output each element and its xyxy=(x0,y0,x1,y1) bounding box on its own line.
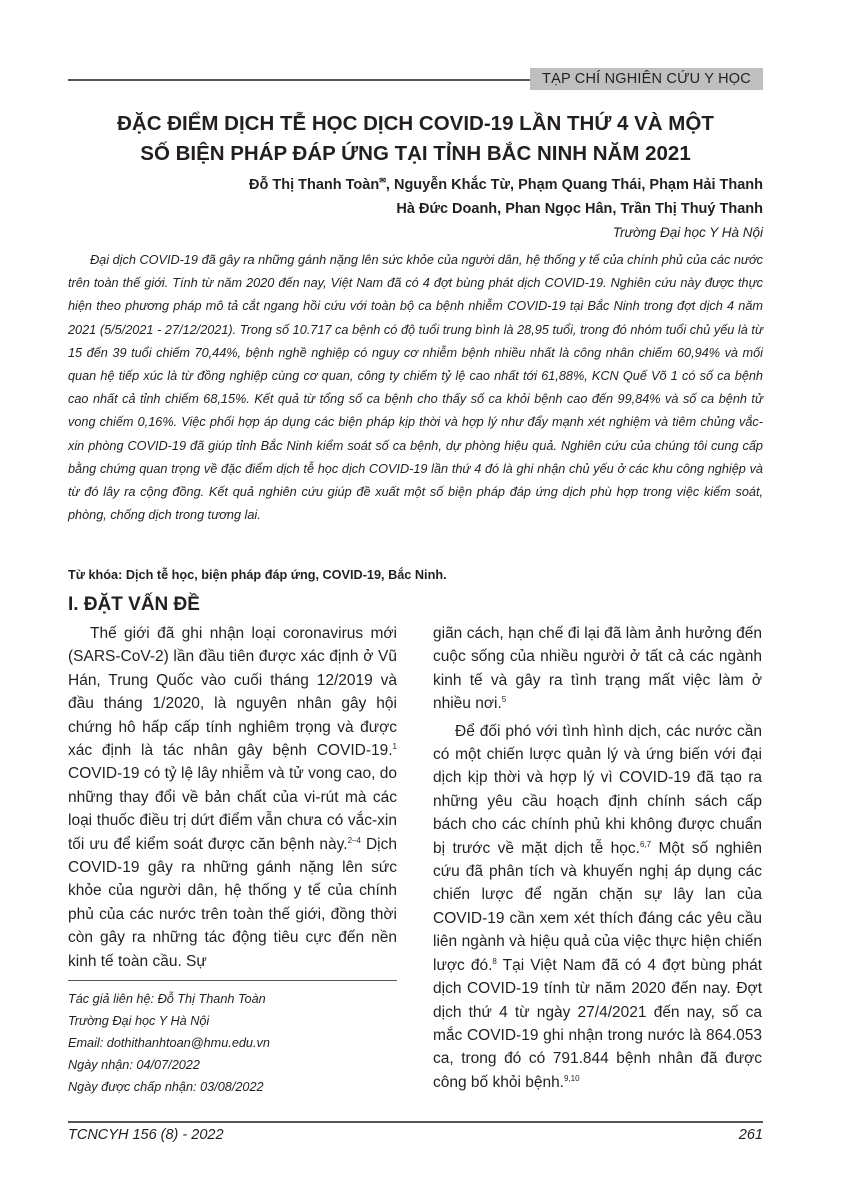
citation-ref: 1 xyxy=(392,741,397,751)
footnote-institution: Trường Đại học Y Hà Nội xyxy=(68,1014,210,1028)
citation-ref: 5 xyxy=(501,695,507,705)
paragraph-strategy xyxy=(433,720,762,1095)
footnote-rule xyxy=(68,980,397,981)
footnote-received: Ngày nhận: 04/07/2022 xyxy=(68,1058,200,1072)
keywords: Từ khóa: Dịch tễ học, biện pháp đáp ứng, COVID-19, Bắc Ninh. xyxy=(68,568,447,582)
section-heading: I. ĐẶT VẤN ĐỀ xyxy=(68,594,200,615)
body-column-right xyxy=(433,622,762,1094)
footnote-email[interactable]: Email: dothithanhtoan@hmu.edu.vn xyxy=(68,1036,270,1050)
journal-issue: TCNCYH 156 (8) - 2022 xyxy=(68,1127,224,1143)
footnote-accepted: Ngày được chấp nhận: 03/08/2022 xyxy=(68,1080,264,1094)
footnote-contact: Tác giả liên hệ: Đỗ Thị Thanh Toàn xyxy=(68,992,266,1006)
footer-rule xyxy=(68,1121,763,1123)
paragraph-intro xyxy=(68,622,397,973)
text-run: COVID-19 có tỷ lệ lây nhiễm và tử vong cao, do những thay đổi về bản chất của vi-rút mà các loại thuốc điều trị dứt điểm vẫn chưa có vắc-xin tối ưu để kiểm soát được căn bệnh này. xyxy=(68,765,397,853)
body-column-left xyxy=(68,622,397,973)
author-list xyxy=(163,173,763,221)
text-run: Để đối phó với tình hình dịch, các nước cần có một chiến lược quản lý và ứng biến với đại dịch kịp thời và hợp lý vì COVID-19 đã tạo ra những yêu cầu hoạch định chính sách cấp bách cho các chính phủ khi không được chuẩn bị trước về mặt dịch tễ học. xyxy=(433,722,762,857)
citation-ref: 6,7 xyxy=(639,839,652,849)
text-run: giãn cách, hạn chế đi lại đã làm ảnh hưởng đến cuộc sống của nhiều người ở tất cả các ngành kinh tế và gây ra tình trạng mất việc làm ở nhiều nơi. xyxy=(433,625,762,713)
text-run: Tại Việt Nam đã có 4 đợt bùng phát dịch COVID-19 tính từ năm 2020 đến nay. Đợt dịch thứ 4 từ ngày 27/4/2021 đến nay, số ca mắc COVID-19 ghi nhận trong nước là 864.053 ca, trong đó có 791.844 bệnh nhân đã được công bố khỏi bệnh. xyxy=(433,956,762,1091)
citation-ref: 9,10 xyxy=(564,1073,580,1083)
text-run: Thế giới đã ghi nhận loại coronavirus mới (SARS-CoV-2) lần đầu tiên được xác định ở Vũ Hán, Trung Quốc vào cuối tháng 12/2019 và đầu tháng 1/2020, là nguyên nhân gây hội chứng hô hấp cấp tính nghiêm trọng và được xác định là tác nhân gây bệnh COVID-19. xyxy=(68,625,397,760)
footnotes xyxy=(68,988,397,1098)
text-run: Một số nghiên cứu đã phân tích và khuyến nghị áp dụng các chiến lược để ngăn chặn sự lây lan của COVID-19 cần xem xét thích đáng các yêu cầu liên ngành và hiệu quả của việc thực hiện chiến lược đó. xyxy=(433,839,762,974)
journal-name: TẠP CHÍ NGHIÊN CỨU Y HỌC xyxy=(530,68,763,90)
abstract-text: Đại dịch COVID-19 đã gây ra những gánh nặng lên sức khỏe của người dân, hệ thống y tế của chính phủ của các nước trên toàn thế giới. Tính từ năm 2020 đến nay, Việt Nam đã có 4 đợt bùng phát dịch COVID-19. Nghiên cứu này được thực hiện theo phương pháp mô tả cắt ngang hồi cứu với toàn bộ ca bệnh nhiễm COVID-19 tại Bắc Ninh trong đợt dịch 4 năm 2021 (5/5/2021 - 27/12/2021). Trong số 10.717 ca bệnh có độ tuổi trung bình là 28,95 tuổi, trong đó nhóm tuổi chủ yếu là từ 15 đến 39 tuổi chiếm 70,44%, bệnh nghề nghiệp có nguy cơ nhiễm bệnh nhiều nhất là công nhân chiếm 60,94% và mối quan hệ tiếp xúc là từ đồng nghiệp cùng cơ quan, công ty chiếm tỷ lệ cao nhất tới 61,88%, KCN Quế Võ 1 có số ca bệnh cao nhất cả tỉnh chiếm 68,15%. Kết quả từ tổng số ca bệnh cho thấy số ca khỏi bệnh cao đến 99,84% và số ca bệnh tử vong chiếm 0,16%. Việc phối hợp áp dụng các biện pháp kịp thời và hợp lý như đẩy mạnh xét nghiệm và tiêm chủng vắc-xin phòng COVID-19 đã giúp tỉnh Bắc Ninh kiểm soát số ca bệnh, dự phòng hiệu quả. Nghiên cứu của chúng tôi cung cấp bằng chứng quan trọng về đặc điểm dịch tễ học dịch COVID-19 lần thứ 4 đó là ghi nhận chủ yếu ở các khu công nghiệp và từ đó lây ra cộng đồng. Kết quả nghiên cứu giúp đề xuất một số biện pháp đáp ứng dịch phù hợp trong việc kiểm soát, phòng, chống dịch trong tương lai. xyxy=(68,253,763,523)
title-line-2: SỐ BIỆN PHÁP ĐÁP ỨNG TẠI TỈNH BẮC NINH NĂM 2021 xyxy=(140,142,691,165)
paragraph-continued xyxy=(433,622,762,716)
abstract xyxy=(68,249,763,527)
affiliation: Trường Đại học Y Hà Nội xyxy=(612,225,763,240)
authors-line-1-rest: , Nguyễn Khắc Từ, Phạm Quang Thái, Phạm Hải Thanh xyxy=(385,177,763,193)
citation-ref: 8 xyxy=(492,956,497,966)
article-title xyxy=(68,109,763,169)
text-run: Dịch COVID-19 gây ra những gánh nặng lên sức khỏe của người dân, hệ thống y tế của chính phủ của các nước trên toàn thế giới, đồng thời còn gây ra những tác động tiêu cực đến nền kinh tế toàn cầu. Sự xyxy=(68,835,397,970)
title-line-1: ĐẶC ĐIỂM DỊCH TỄ HỌC DỊCH COVID-19 LẦN THỨ 4 VÀ MỘT xyxy=(117,112,714,135)
authors-line-2: Hà Đức Doanh, Phan Ngọc Hân, Trần Thị Thuý Thanh xyxy=(396,201,763,217)
corresponding-author: Đỗ Thị Thanh Toàn xyxy=(249,177,380,193)
page-number: 261 xyxy=(738,1127,763,1143)
envelope-icon: ✉ xyxy=(379,176,386,186)
citation-ref: 2–4 xyxy=(347,835,361,845)
authors-line-1 xyxy=(163,173,763,197)
